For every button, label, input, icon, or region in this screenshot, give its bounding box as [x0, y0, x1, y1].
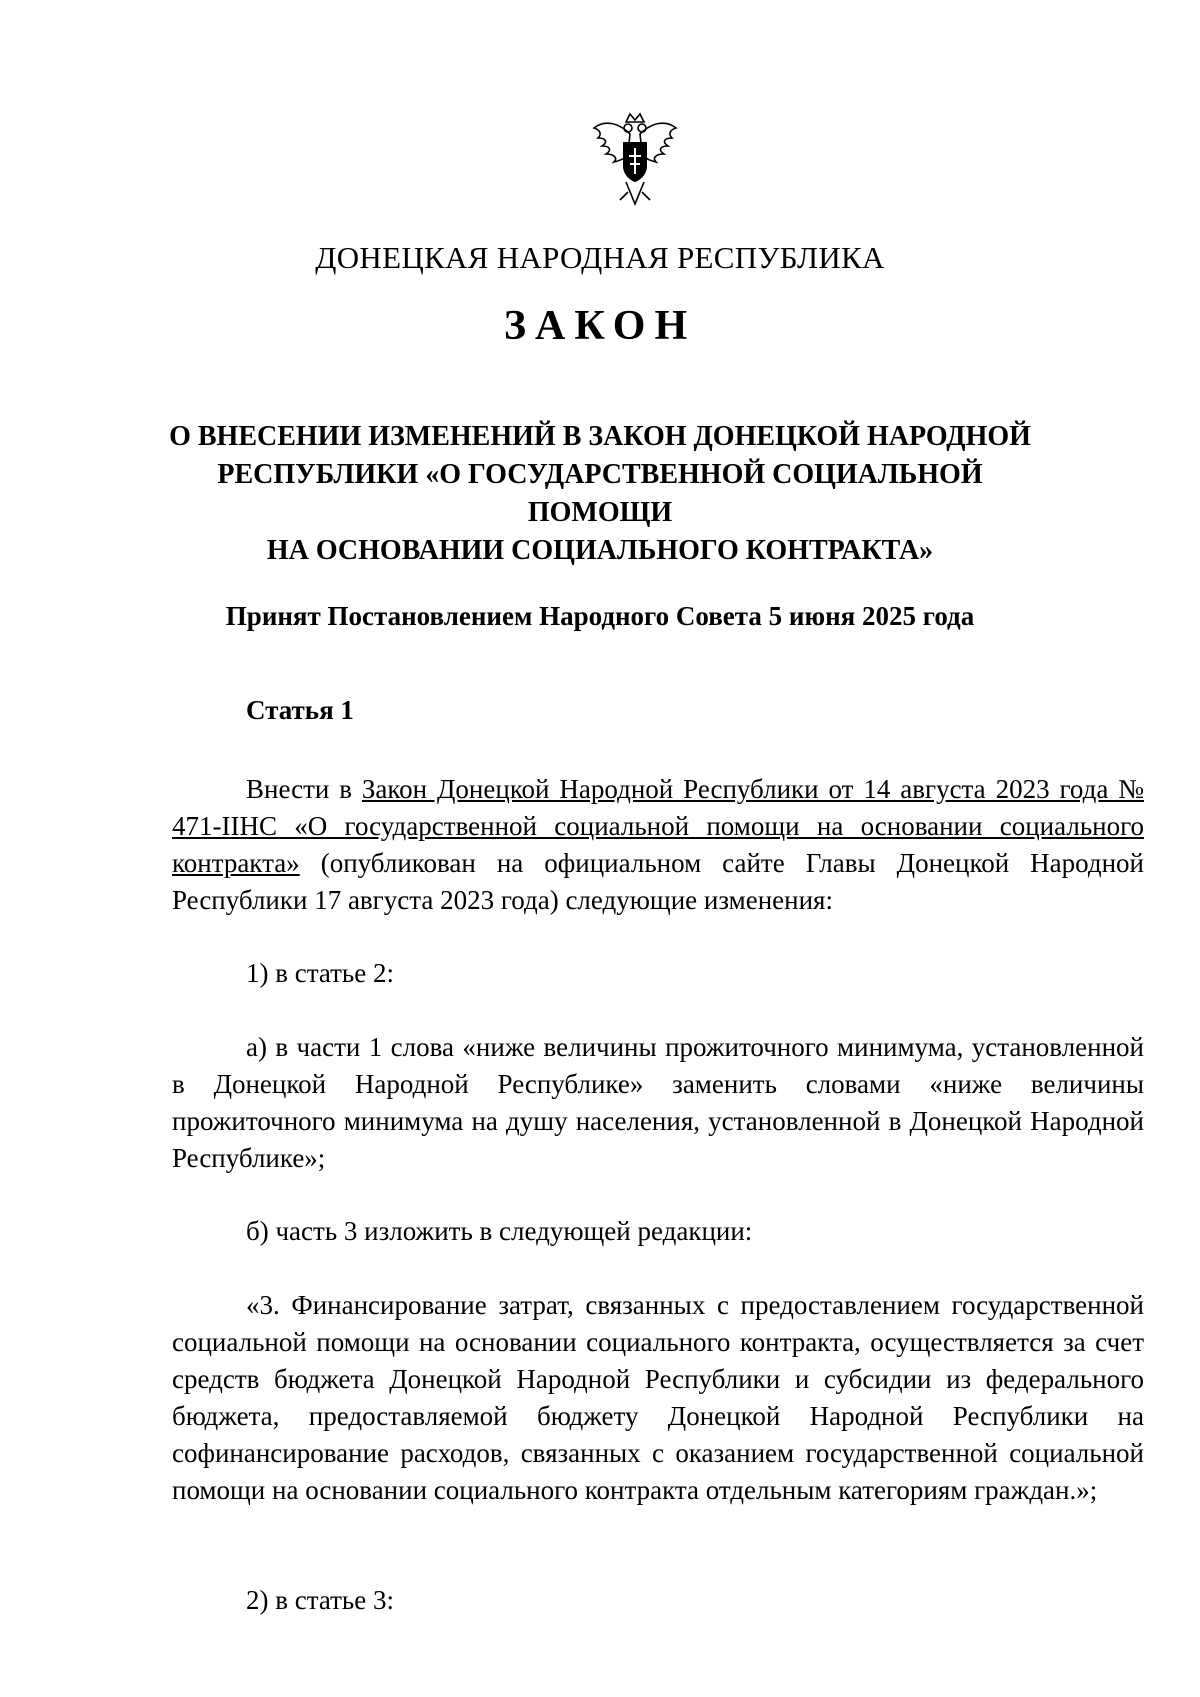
- paragraph: [172, 1582, 1144, 1619]
- paragraph: [172, 1029, 1144, 1177]
- article-heading: Статья 1: [246, 695, 354, 725]
- paragraph-text: «3. Финансирование затрат, связанных с предоставлением государственной социальной помощи на основании социального контракта, осуществляется за счет средств бюджета Донецкой Народной Республики и субсидии из федерального бюджета, предоставляемой бюджету Донецкой Народной Республики на софинансирование расходов, связанных с оказанием государственной социальной помощи на основании социального контракта отдельным категориям граждан.»;: [172, 1290, 1144, 1505]
- coat-of-arms-icon: [590, 112, 680, 212]
- law-title: [150, 418, 1050, 570]
- law-reference-link[interactable]: Закон Донецкой Народной Республики от 14 августа 2023 года № 471-IIНС «О государственной социальной помощи на основании социального контракта»: [172, 774, 1144, 878]
- country-name: ДОНЕЦКАЯ НАРОДНАЯ РЕСПУБЛИКА: [315, 240, 885, 275]
- paragraph-text: 2) в статье 3:: [246, 1585, 394, 1615]
- paragraph: [172, 1213, 1144, 1250]
- document-type: ЗАКОН: [503, 303, 697, 349]
- law-title-line: РЕСПУБЛИКИ «О ГОСУДАРСТВЕННОЙ СОЦИАЛЬНОЙ ПОМОЩИ: [217, 459, 983, 528]
- law-title-line: НА ОСНОВАНИИ СОЦИАЛЬНОГО КОНТРАКТА»: [266, 535, 934, 566]
- paragraph-text: (опубликован на официальном сайте Главы Донецкой Народной Республики 17 августа 2023 года) следующие изменения:: [172, 848, 1144, 915]
- paragraph-text: Внести в: [246, 774, 362, 804]
- law-title-line: О ВНЕСЕНИИ ИЗМЕНЕНИЙ В ЗАКОН ДОНЕЦКОЙ НАРОДНОЙ: [169, 421, 1031, 452]
- paragraph: [172, 1287, 1144, 1509]
- paragraph-text: 1) в статье 2:: [246, 958, 394, 988]
- paragraph-text: а) в части 1 слова «ниже величины прожиточного минимума, установленной в Донецкой Народной Республике» заменить словами «ниже величины прожиточного минимума на душу населения, установленной в Донецкой Народной Республике»;: [172, 1032, 1144, 1173]
- paragraph-text: б) часть 3 изложить в следующей редакции:: [246, 1216, 753, 1246]
- paragraph: [172, 955, 1144, 992]
- paragraph: [172, 771, 1144, 919]
- adoption-note: Принят Постановлением Народного Совета 5 июня 2025 года: [225, 601, 975, 631]
